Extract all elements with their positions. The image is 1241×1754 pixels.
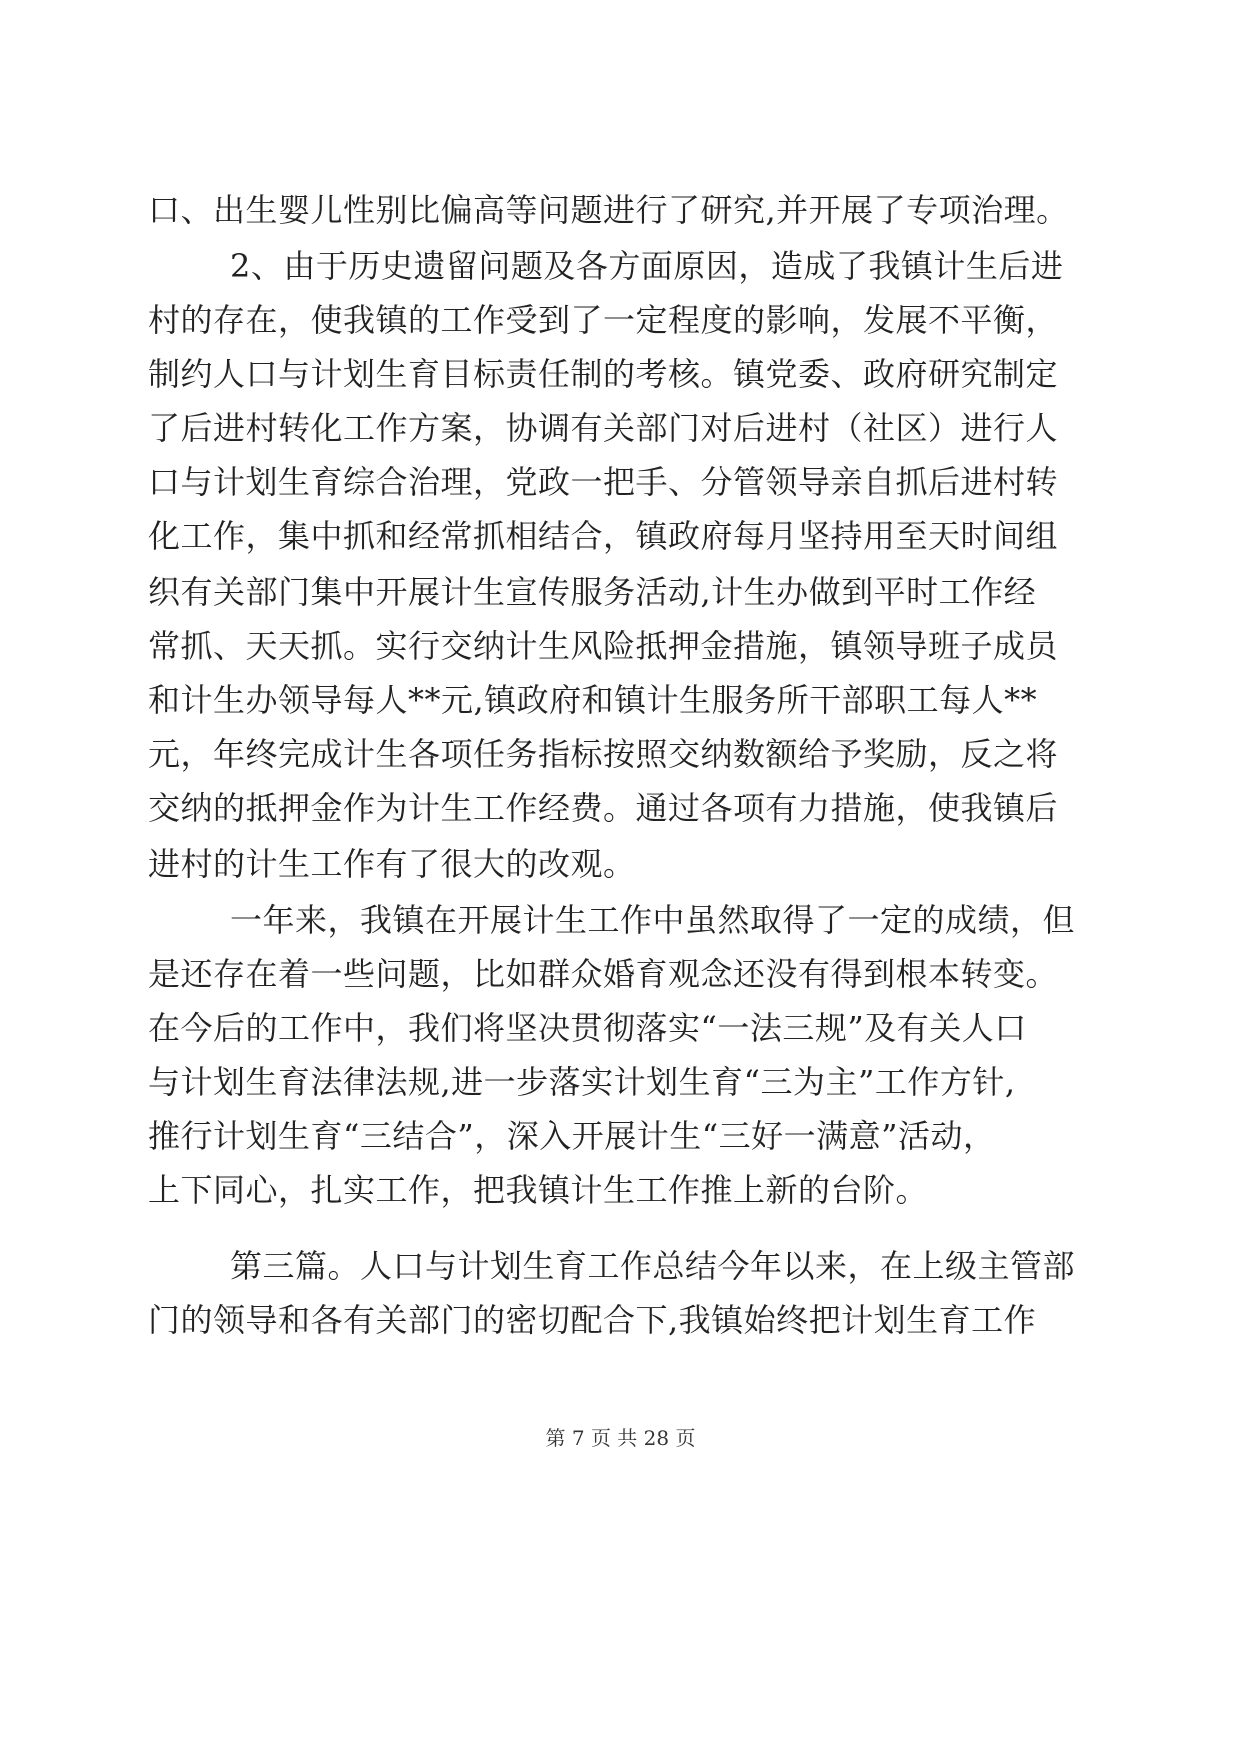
- text-line: 与计划生育法律法规,进一步落实计划生育“三为主”工作方针,: [148, 1063, 1016, 1101]
- text-line: 在今后的工作中，我们将坚决贯彻落实“一法三规”及有关人口: [148, 1009, 1027, 1047]
- text-line: 进村的计生工作有了很大的改观。: [148, 845, 636, 883]
- text-line: 村的存在，使我镇的工作受到了一定程度的影响，发展不平衡，: [148, 301, 1059, 339]
- text-line: 是还存在着一些问题，比如群众婚育观念还没有得到根本转变。: [148, 955, 1059, 993]
- text-line: 推行计划生育“三结合”，深入开展计生“三好一满意”活动，: [148, 1117, 996, 1155]
- text-line: 和计生办领导每人**元,镇政府和镇计生服务所干部职工每人**: [148, 681, 1038, 719]
- text-line: 制约人口与计划生育目标责任制的考核。镇党委、政府研究制定: [148, 355, 1059, 393]
- text-line: 一年来，我镇在开展计生工作中虽然取得了一定的成绩，但: [230, 901, 1076, 939]
- text-line: 口、出生婴儿性别比偏高等问题进行了研究,并开展了专项治理。: [148, 191, 1069, 229]
- text-line: 口与计划生育综合治理，党政一把手、分管领导亲自抓后进村转: [148, 463, 1059, 501]
- text-line: 上下同心，扎实工作，把我镇计生工作推上新的台阶。: [148, 1171, 929, 1209]
- text-line: 化工作，集中抓和经常抓相结合，镇政府每月坚持用至天时间组: [148, 517, 1059, 555]
- text-line: 常抓、天天抓。实行交纳计生风险抵押金措施，镇领导班子成员: [148, 627, 1059, 665]
- text-line: 交纳的抵押金作为计生工作经费。通过各项有力措施，使我镇后: [148, 789, 1059, 827]
- text-line: 织有关部门集中开展计生宣传服务活动,计生办做到平时工作经: [148, 573, 1037, 611]
- text-line: 2、由于历史遗留问题及各方面原因，造成了我镇计生后进: [230, 247, 1064, 285]
- text-line: 元，年终完成计生各项任务指标按照交纳数额给予奖励，反之将: [148, 735, 1059, 773]
- text-line: 了后进村转化工作方案，协调有关部门对后进村（社区）进行人: [148, 409, 1059, 447]
- text-line: 第三篇。人口与计划生育工作总结今年以来，在上级主管部: [230, 1247, 1076, 1285]
- page-number-footer: 第 7 页 共 28 页: [545, 1426, 696, 1450]
- text-line: 门的领导和各有关部门的密切配合下,我镇始终把计划生育工作: [148, 1301, 1037, 1339]
